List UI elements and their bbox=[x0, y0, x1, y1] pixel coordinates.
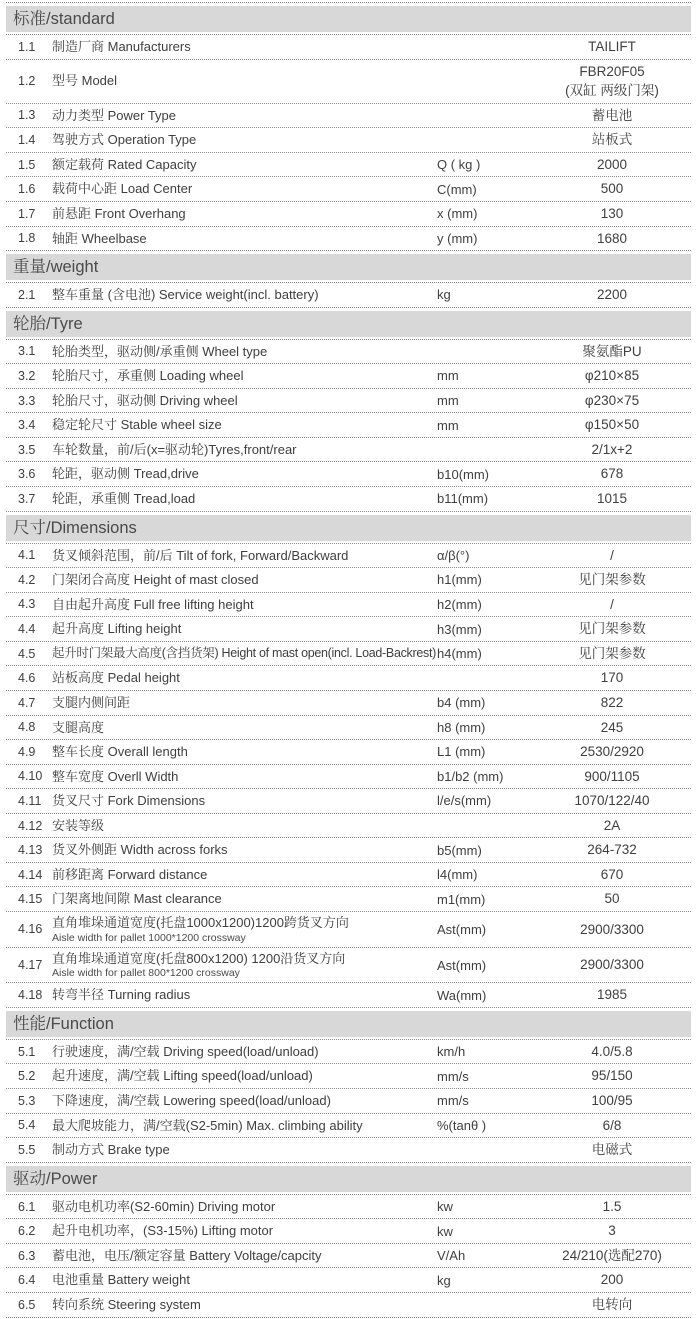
row-unit: l/e/s(mm) bbox=[437, 793, 492, 809]
table-row bbox=[6, 912, 691, 948]
row-label: 最大爬坡能力，满/空载(S2-5min) Max. climbing ability bbox=[52, 1117, 363, 1133]
section-header bbox=[6, 1008, 691, 1040]
row-label: 动力类型 Power Type bbox=[52, 107, 177, 123]
table-row bbox=[6, 413, 691, 438]
row-value: 130 bbox=[600, 205, 624, 221]
row-unit: y (mm) bbox=[437, 230, 478, 246]
section-title: 尺寸/Dimensions bbox=[6, 515, 691, 541]
row-number: 4.8 bbox=[18, 720, 36, 735]
row-value: 电磁式 bbox=[591, 1142, 633, 1158]
row-unit: l4(mm) bbox=[437, 867, 478, 883]
row-label: 直角堆垛通道宽度(托盘800x1200) 1200沿货叉方向 bbox=[52, 950, 346, 966]
row-value: 聚氨酯PU bbox=[582, 343, 642, 359]
section-rows bbox=[6, 1195, 691, 1318]
row-label: 轮距，驱动侧 Tread,drive bbox=[52, 466, 199, 482]
row-number: 4.1 bbox=[18, 548, 36, 563]
table-row bbox=[6, 462, 691, 487]
row-sublabel: Aisle width for pallet 800*1200 crossway bbox=[52, 967, 240, 980]
row-unit: h1(mm) bbox=[437, 572, 482, 588]
row-label: 货叉倾斜范围，前/后 Tilt of fork, Forward/Backward bbox=[52, 547, 349, 563]
section-title: 性能/Function bbox=[6, 1011, 691, 1037]
row-value: 1.5 bbox=[602, 1198, 622, 1214]
row-label: 轮距，承重侧 Tread,load bbox=[52, 491, 196, 506]
row-label: 车轮数量，前/后(x=驱动轮)Tyres,front/rear bbox=[52, 441, 297, 457]
row-number: 6.3 bbox=[18, 1248, 36, 1263]
section-rows bbox=[6, 283, 691, 308]
spec-section bbox=[6, 308, 691, 512]
row-unit: Wa(mm) bbox=[437, 987, 487, 1003]
row-unit: kg bbox=[437, 287, 451, 303]
row-label: 自由起升高度 Full free lifting height bbox=[52, 596, 254, 612]
row-value: 822 bbox=[600, 694, 624, 710]
row-number: 4.17 bbox=[18, 958, 43, 972]
section-rows bbox=[6, 35, 691, 251]
row-label: 制动方式 Brake type bbox=[52, 1142, 170, 1158]
row-number: 4.3 bbox=[18, 597, 36, 612]
table-row bbox=[6, 1293, 691, 1318]
row-value: 670 bbox=[600, 866, 624, 882]
row-number: 5.1 bbox=[18, 1044, 36, 1059]
table-row bbox=[6, 1089, 691, 1114]
section-rows bbox=[6, 1040, 691, 1163]
row-unit: Ast(mm) bbox=[437, 921, 487, 937]
table-row bbox=[6, 948, 691, 984]
row-unit: h3(mm) bbox=[437, 621, 482, 637]
row-number: 4.9 bbox=[18, 744, 36, 759]
row-value: 100/95 bbox=[591, 1093, 633, 1109]
row-value: 电转向 bbox=[591, 1296, 633, 1312]
spec-table bbox=[6, 2, 691, 1318]
table-row bbox=[6, 60, 691, 104]
row-value: φ210×85 bbox=[584, 368, 640, 384]
row-value: / bbox=[610, 547, 614, 563]
table-row bbox=[6, 691, 691, 716]
row-value-line2: (双缸 两级门架) bbox=[565, 83, 659, 99]
row-number: 3.2 bbox=[18, 368, 36, 383]
row-value: / bbox=[610, 596, 614, 612]
row-value: 1070/122/40 bbox=[574, 793, 650, 809]
section-rows bbox=[6, 340, 691, 512]
row-label: 门架离地间隙 Mast clearance bbox=[52, 891, 222, 907]
row-value: 264-732 bbox=[587, 842, 637, 858]
row-number: 4.13 bbox=[18, 843, 43, 858]
table-row bbox=[6, 35, 691, 60]
row-number: 4.4 bbox=[18, 622, 36, 637]
row-unit: α/β(°) bbox=[437, 547, 470, 563]
row-number: 5.2 bbox=[18, 1069, 36, 1084]
row-label: 制造厂商 Manufacturers bbox=[52, 39, 191, 54]
table-row bbox=[6, 617, 691, 642]
row-value: 200 bbox=[600, 1272, 624, 1288]
row-number: 4.18 bbox=[18, 988, 43, 1003]
table-row bbox=[6, 568, 691, 593]
row-value: FBR20F05 bbox=[579, 63, 645, 79]
row-label: 载荷中心距 Load Center bbox=[52, 181, 193, 197]
row-number: 1.2 bbox=[18, 74, 36, 89]
table-row bbox=[6, 887, 691, 912]
row-number: 4.10 bbox=[18, 769, 43, 784]
table-row bbox=[6, 789, 691, 814]
row-value: 900/1105 bbox=[584, 768, 640, 784]
row-label: 轮胎尺寸，承重侧 Loading wheel bbox=[52, 368, 244, 384]
row-label: 整车宽度 Overll Width bbox=[52, 768, 179, 784]
row-value: 2/1x+2 bbox=[591, 441, 633, 457]
table-row bbox=[6, 838, 691, 863]
row-value: 24/210(选配270) bbox=[562, 1247, 662, 1263]
row-label: 行驶速度，满/空载 Driving speed(load/unload) bbox=[52, 1043, 319, 1059]
spec-section bbox=[6, 1163, 691, 1318]
row-number: 3.7 bbox=[18, 491, 36, 506]
row-label: 起升时门架最大高度(含挡货架) Height of mast open(incl. Load-Backrest) bbox=[52, 646, 436, 661]
table-row bbox=[6, 128, 691, 153]
row-number: 1.5 bbox=[18, 157, 36, 172]
table-row bbox=[6, 340, 691, 365]
row-label: 起升速度，满/空载 Lifting speed(load/unload) bbox=[52, 1068, 313, 1084]
row-value: 245 bbox=[600, 719, 624, 735]
table-row bbox=[6, 1064, 691, 1089]
row-unit: h8 (mm) bbox=[437, 719, 486, 735]
row-label: 起升电机功率，(S3-15%) Lifting motor bbox=[52, 1223, 274, 1239]
table-row bbox=[6, 814, 691, 839]
table-row bbox=[6, 740, 691, 765]
row-value: φ230×75 bbox=[584, 392, 640, 408]
row-label: 货叉外侧距 Width across forks bbox=[52, 842, 228, 858]
table-row bbox=[6, 983, 691, 1008]
row-label: 支腿高度 bbox=[52, 719, 105, 735]
spec-section bbox=[6, 3, 691, 251]
row-number: 3.5 bbox=[18, 442, 36, 457]
row-unit: Q ( kg ) bbox=[437, 157, 481, 173]
row-number: 1.3 bbox=[18, 108, 36, 123]
table-row bbox=[6, 227, 691, 252]
row-number: 6.2 bbox=[18, 1224, 36, 1239]
row-number: 3.3 bbox=[18, 393, 36, 408]
table-row bbox=[6, 1244, 691, 1269]
row-label: 直角堆垛通道宽度(托盘1000x1200)1200跨货叉方向 bbox=[52, 915, 349, 930]
row-unit: mm bbox=[437, 417, 459, 433]
table-row bbox=[6, 544, 691, 569]
row-value: 6/8 bbox=[602, 1117, 622, 1133]
row-number: 3.6 bbox=[18, 467, 36, 482]
row-number: 1.8 bbox=[18, 231, 36, 246]
row-label: 驾驶方式 Operation Type bbox=[52, 132, 197, 148]
row-value: 2A bbox=[603, 817, 621, 833]
row-unit: km/h bbox=[437, 1044, 466, 1060]
row-number: 3.1 bbox=[18, 344, 36, 359]
row-number: 1.7 bbox=[18, 206, 36, 221]
row-unit: mm bbox=[437, 368, 459, 384]
row-label: 门架闭合高度 Height of mast closed bbox=[52, 572, 259, 588]
row-unit: b5(mm) bbox=[437, 842, 482, 858]
row-value: 2000 bbox=[596, 156, 628, 172]
section-title: 驱动/Power bbox=[6, 1166, 691, 1192]
row-unit: mm/s bbox=[437, 1093, 469, 1109]
row-unit: L1 (mm) bbox=[437, 744, 486, 760]
row-value: 站板式 bbox=[591, 132, 633, 148]
row-label: 驱动电机功率(S2-60min) Driving motor bbox=[52, 1198, 276, 1214]
table-row bbox=[6, 1219, 691, 1244]
row-label: 安装等级 bbox=[52, 817, 105, 833]
row-unit: kg bbox=[437, 1272, 451, 1288]
table-row bbox=[6, 364, 691, 389]
row-number: 4.7 bbox=[18, 695, 36, 710]
row-label: 轮胎类型，驱动侧/承重侧 Wheel type bbox=[52, 343, 268, 359]
row-number: 4.6 bbox=[18, 671, 36, 686]
row-unit: Ast(mm) bbox=[437, 957, 487, 973]
row-value: TAILIFT bbox=[588, 39, 636, 54]
table-row bbox=[6, 1138, 691, 1163]
row-number: 4.16 bbox=[18, 922, 43, 937]
table-row bbox=[6, 389, 691, 414]
row-unit: kw bbox=[437, 1223, 453, 1239]
row-number: 1.1 bbox=[18, 39, 36, 54]
section-header bbox=[6, 512, 691, 544]
row-unit: %(tanθ ) bbox=[437, 1117, 487, 1133]
row-sublabel: Aisle width for pallet 1000*1200 crossway bbox=[52, 931, 246, 944]
row-number: 6.1 bbox=[18, 1199, 36, 1214]
row-number: 4.14 bbox=[18, 867, 43, 882]
section-header bbox=[6, 1163, 691, 1195]
row-label: 轴距 Wheelbase bbox=[52, 230, 147, 246]
row-value: 4.0/5.8 bbox=[591, 1043, 633, 1059]
row-unit: mm/s bbox=[437, 1068, 469, 1084]
row-label: 下降速度，满/空载 Lowering speed(load/unload) bbox=[52, 1093, 331, 1109]
row-number: 2.1 bbox=[18, 287, 36, 302]
table-row bbox=[6, 1268, 691, 1293]
table-row bbox=[6, 1195, 691, 1220]
row-number: 1.4 bbox=[18, 133, 36, 148]
table-row bbox=[6, 438, 691, 463]
row-unit: b11(mm) bbox=[437, 491, 489, 507]
row-label: 站板高度 Pedal height bbox=[52, 670, 180, 686]
row-number: 4.15 bbox=[18, 892, 43, 907]
row-value: 见门架参数 bbox=[578, 621, 646, 637]
row-value: 蓄电池 bbox=[591, 107, 633, 123]
row-number: 4.2 bbox=[18, 572, 36, 587]
row-label: 蓄电池，电压/额定容量 Battery Voltage/capcity bbox=[52, 1247, 322, 1263]
row-label: 额定载荷 Rated Capacity bbox=[52, 156, 197, 172]
row-value: 1680 bbox=[596, 230, 628, 246]
row-unit: b4 (mm) bbox=[437, 695, 486, 711]
row-value: 2900/3300 bbox=[580, 921, 644, 937]
row-label: 整车长度 Overall length bbox=[52, 744, 188, 760]
row-unit: h4(mm) bbox=[437, 646, 482, 662]
row-label: 电池重量 Battery weight bbox=[52, 1272, 190, 1288]
row-value: 1015 bbox=[596, 491, 628, 506]
table-row bbox=[6, 666, 691, 691]
row-label: 前移距离 Forward distance bbox=[52, 866, 208, 882]
row-value: 2900/3300 bbox=[580, 957, 644, 973]
table-row bbox=[6, 104, 691, 129]
row-number: 6.4 bbox=[18, 1273, 36, 1288]
spec-section bbox=[6, 1008, 691, 1163]
row-value: 678 bbox=[600, 466, 624, 482]
row-value: 500 bbox=[600, 181, 624, 197]
row-value: 1985 bbox=[596, 987, 628, 1003]
row-value: 170 bbox=[600, 670, 624, 686]
row-label: 稳定轮尺寸 Stable wheel size bbox=[52, 417, 222, 433]
row-unit: V/Ah bbox=[437, 1248, 466, 1264]
row-label: 前悬距 Front Overhang bbox=[52, 205, 186, 221]
row-number: 5.3 bbox=[18, 1093, 36, 1108]
row-number: 3.4 bbox=[18, 418, 36, 433]
table-row bbox=[6, 765, 691, 790]
row-value: 2530/2920 bbox=[580, 744, 644, 760]
section-header bbox=[6, 308, 691, 340]
row-unit: b1/b2 (mm) bbox=[437, 768, 504, 784]
row-unit: x (mm) bbox=[437, 206, 478, 222]
row-label: 转向系统 Steering system bbox=[52, 1296, 201, 1312]
table-row bbox=[6, 177, 691, 202]
row-number: 5.5 bbox=[18, 1142, 36, 1157]
section-title: 重量/weight bbox=[6, 254, 691, 280]
row-label: 转弯半径 Turning radius bbox=[52, 987, 191, 1003]
table-row bbox=[6, 283, 691, 308]
row-value: 95/150 bbox=[591, 1068, 633, 1084]
table-row bbox=[6, 642, 691, 667]
row-label: 型号 Model bbox=[52, 73, 118, 89]
row-unit: h2(mm) bbox=[437, 596, 482, 612]
row-unit: b10(mm) bbox=[437, 466, 490, 482]
row-number: 4.12 bbox=[18, 818, 43, 833]
section-title: 标准/standard bbox=[6, 6, 691, 32]
table-row bbox=[6, 863, 691, 888]
table-row bbox=[6, 487, 691, 512]
row-label: 货叉尺寸 Fork Dimensions bbox=[52, 793, 206, 809]
row-number: 6.5 bbox=[18, 1297, 36, 1312]
row-label: 轮胎尺寸，驱动侧 Driving wheel bbox=[52, 392, 238, 408]
row-number: 4.11 bbox=[18, 793, 42, 808]
row-unit: kw bbox=[437, 1199, 453, 1214]
row-number: 1.6 bbox=[18, 182, 36, 197]
row-unit: mm bbox=[437, 393, 459, 409]
row-value: 见门架参数 bbox=[578, 572, 646, 588]
table-row bbox=[6, 202, 691, 227]
section-header bbox=[6, 251, 691, 283]
row-unit: m1(mm) bbox=[437, 891, 486, 907]
row-value: 见门架参数 bbox=[578, 645, 646, 661]
section-header bbox=[6, 3, 691, 35]
spec-section bbox=[6, 251, 691, 308]
row-value: 50 bbox=[604, 891, 620, 907]
table-row bbox=[6, 593, 691, 618]
row-label: 整车重量 (含电池) Service weight(incl. battery) bbox=[52, 287, 319, 303]
row-number: 5.4 bbox=[18, 1118, 36, 1133]
spec-section bbox=[6, 512, 691, 1008]
row-unit: C(mm) bbox=[437, 181, 477, 197]
row-label: 起升高度 Lifting height bbox=[52, 621, 182, 637]
table-row bbox=[6, 1114, 691, 1139]
row-value: 2200 bbox=[596, 287, 628, 303]
table-row bbox=[6, 716, 691, 741]
table-row bbox=[6, 153, 691, 178]
row-value: φ150×50 bbox=[584, 417, 640, 433]
table-row bbox=[6, 1040, 691, 1065]
section-title: 轮胎/Tyre bbox=[6, 311, 691, 337]
row-label: 支腿内侧间距 bbox=[52, 694, 131, 710]
row-value: 3 bbox=[608, 1223, 616, 1239]
section-rows bbox=[6, 544, 691, 1008]
row-number: 4.5 bbox=[18, 646, 36, 661]
